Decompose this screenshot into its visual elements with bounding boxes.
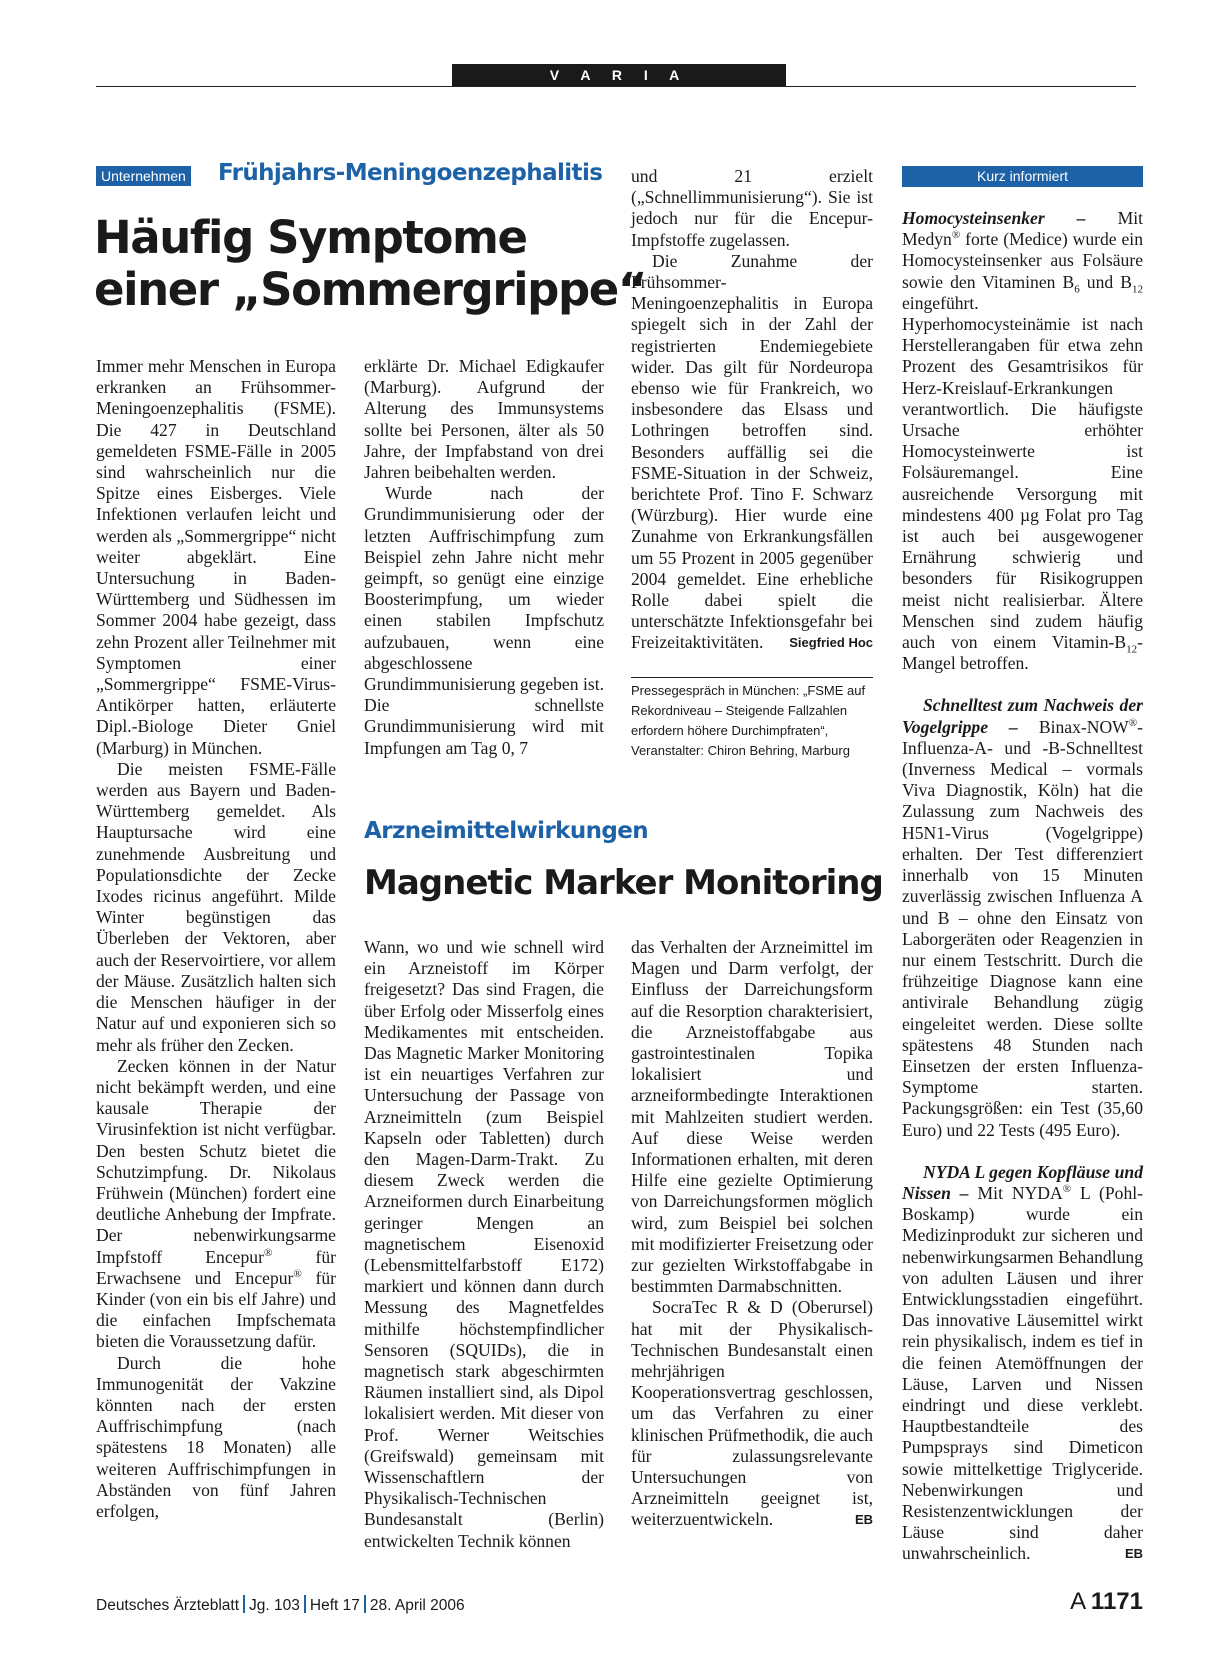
article1-column-1 bbox=[96, 356, 336, 1522]
page-number: A 1171 bbox=[1070, 1588, 1143, 1615]
paragraph: erklärte Dr. Michael Edigkaufer (Marburg). Aufgrund der Alterung des Immunsystems sollte bei Personen, älter als 50 Jahre, der Impfabstand von drei Jahren beibehalten werden. bbox=[364, 356, 604, 483]
sidebar-item-vogelgrippe: Schnelltest zum Nachweis der Vogelgrippe – Binax-NOW®-Influenza-A- und -B-Schnelltest (Inverness Medical – vormals Viva Diagnostik, Köln) hat die Zulassung zum Nachweis des H5N1-Virus (Vogelgrippe) erhalten. Der Test differenziert innerhalb von 15 Minuten zuverlässig zwischen Influenza A und B – ohne den Einsatz von Laborgeräten oder Reagenzien in nur einem Testschritt. Durch die frühzeitige Diagnose kann eine antivirale Behandlung zügig eingeleitet werden. Diese sollte spätestens 48 Stunden nach Einsetzen der ersten Influenza-Symptome starten. Packungsgrößen: ein Test (35,60 Euro) und 22 Tests (495 Euro). bbox=[902, 695, 1143, 1140]
sidebar-item-homocysteinsenker: Homocysteinsenker – Mit Medyn® forte (Medice) wurde ein Homocysteinsenker aus Folsäure sowie den Vitaminen $B_6$ und $B_{12}$ eingeführt. Hyperhomocysteinämie ist nach Herstellerangaben für etwa zehn Prozent des Gesamtrisikos für Herz-Kreislauf-Erkrankungen verantwortlich. Die häufigste Ursache erhöhter Homocysteinwerte ist Folsäuremangel. Eine ausreichende Versorgung mit mindestens 400 µg Folat pro Tag ist auch bei ausgewogener Ernährung schwierig und besonders für Risikogruppen meist nicht realisierbar. Ältere Menschen sind zudem häufig auch von einem Vitamin-$B_{12}$-Mangel betroffen. bbox=[902, 208, 1143, 674]
paragraph: Immer mehr Menschen in Europa erkranken an Frühsommer-Meningoenzephalitis (FSME). Die 427 in Deutschland gemeldeten FSME-Fälle in 2005 sind wahrscheinlich nur die Spitze eines Eisberges. Viele Infektionen verlaufen leicht und werden als „Sommergrippe“ nicht weiter abgeklärt. Eine Untersuchung in Baden-Württemberg und Südhessen im Sommer 2004 habe gezeigt, dass zehn Prozent aller Teilnehmer mit Symptomen einer „Sommergrippe“ FSME-Virus-Antikörper hatten, erläuterte Dipl.-Biologe Dieter Gniel (Marburg) in München. bbox=[96, 356, 336, 758]
article2-kicker: Arzneimittelwirkungen bbox=[364, 818, 649, 844]
paragraph: Die meisten FSME-Fälle werden aus Bayern und Baden-Württemberg gemeldet. Als Hauptursache wird eine zunehmende Ausbreitung und Populationsdichte der Zecke Ixodes ricinus angeführt. Milde Winter begünstigen das Überleben der Vektoren, aber auch der Reservoirtiere, vor allem der Mäuse. Zusätzlich halten sich die Menschen häufiger in der Natur auf und exponieren sich so mehr als früher den Zecken. bbox=[96, 758, 336, 1055]
footer-citation bbox=[96, 1595, 465, 1615]
article2-column-1 bbox=[364, 937, 604, 1552]
article1-column-2 bbox=[364, 356, 604, 759]
note-rule bbox=[631, 677, 873, 678]
volume: Jg. 103 bbox=[249, 1597, 300, 1614]
section-label: V A R I A bbox=[452, 64, 786, 86]
paragraph: Wurde nach der Grundimmunisierung oder der letzten Auffrischimpfung zum Beispiel zehn Jahre nicht mehr geimpft, so genügt eine einzige Boosterimpfung, um wieder einen stabilen Impfschutz aufzubauen, wenn eine abgeschlossene Grundimmunisierung gegeben ist. Die schnellste Grundimmunisierung wird mit Impfungen am Tag 0, 7 bbox=[364, 483, 604, 758]
separator bbox=[304, 1595, 306, 1613]
paragraph: Wann, wo und wie schnell wird ein Arzneistoff im Körper freigesetzt? Das sind Fragen, die über Erfolg oder Misserfolg eines Medikamentes mit entscheiden. Das Magnetic Marker Monitoring ist ein neuartiges Verfahren zur Untersuchung der Passage von Arzneimitteln (zum Beispiel Kapseln oder Tabletten) durch den Magen-Darm-Trakt. Zu diesem Zweck werden die Arzneiformen durch Einarbeitung geringer Mengen an magnetischem Eisenoxid (Lebensmittelfarbstoff E172) markiert und können dann durch Messung des Magnetfeldes mithilfe höchstempfindlicher Sensoren (SQUIDs), die in magnetisch stark abgeschirmten Räumen installiert sind, als Dipol lokalisiert werden. Mit dieser von Prof. Werner Weitschies (Greifswald) gemeinsam mit Wissenschaftlern der Physikalisch-Technischen Bundesanstalt (Berlin) entwickelten Technik können bbox=[364, 937, 604, 1551]
sidebar-title: Kurz informiert bbox=[902, 166, 1143, 187]
paragraph: Die Zunahme der Frühsommer-Meningoenzephalitis in Europa spiegelt sich in der Zahl der registrierten Endemiegebiete wider. Das gilt für Nordeuropa ebenso wie für Frankreich, wo insbesondere das Elsass und Lothringen betroffen sind. Besonders auffällig sei die FSME-Situation in der Schweiz, berichtete Prof. Tino F. Schwarz (Würzburg). Hier wurde eine Zunahme von Erkrankungsfällen um 55 Prozent in 2005 gegenüber 2004 gemeldet. Eine erhebliche Rolle dabei spielt die unterschätzte Infektionsgefahr bei Freizeitaktivitäten. Siegfried Hoc bbox=[631, 250, 873, 653]
article1-kicker: Frühjahrs-Meningoenzephalitis bbox=[218, 160, 603, 186]
author-signature: EB bbox=[1124, 1546, 1143, 1562]
press-note: Pressegespräch in München: „FSME auf Rekordniveau – Steigende Fallzahlen erfordern höhere Durchimpfraten“, Veranstalter: Chiron Behring, Marburg bbox=[631, 683, 866, 758]
separator bbox=[364, 1595, 366, 1613]
article2-title: Magnetic Marker Monitoring bbox=[364, 863, 883, 903]
paragraph: SocraTec R & D (Oberursel) hat mit der Physikalisch-Technischen Bundesanstalt einen mehrjährigen Kooperationsvertrag geschlossen, um das Verfahren zu einer klinischen Prüfmethodik, die auch für zulassungsrelevante Untersuchungen von Arzneimitteln geeignet ist, weiterzuentwickeln. EB bbox=[631, 1297, 873, 1530]
header-rule bbox=[96, 86, 1136, 87]
separator bbox=[243, 1595, 245, 1613]
sidebar-item-nyda: NYDA L gegen Kopfläuse und Nissen – Mit NYDA® L (Pohl-Boskamp) wurde ein Medizinprodukt zur sicheren und nebenwirkungsarmen Behandlung von adulten Läusen und ihrer Entwicklungsstadien eingeführt. Das innovative Läusemittel wirkt rein physikalisch, indem es tief in die feinen Atemöffnungen der Läuse, Larven und Nissen eindringt und diese verklebt. Hauptbestandteile des Pumpsprays sind Dimeticon sowie mittelkettige Triglyceride. Nebenwirkungen und Resistenzentwicklungen der Läuse sind daher unwahrscheinlich. EB bbox=[902, 1161, 1143, 1564]
article1-title: Häufig Symptome einer „Sommergrippe“ bbox=[94, 211, 647, 316]
article1-column-3 bbox=[631, 166, 873, 654]
paragraph: das Verhalten der Arzneimittel im Magen und Darm verfolgt, der Einfluss der Darreichungsform auf die Resorption charakterisiert, die Arzneistoffabgabe aus gastrointestinalen Topika lokalisiert und arzneiformbedingte Interaktionen mit Mahlzeiten studiert werden. Auf diese Weise werden Informationen erhalten, mit deren Hilfe eine gezielte Optimierung von Darreichungsformen möglich wird, zum Beispiel bei solchen mit modifizierter Freisetzung oder zur gezielten Wirkstoffabgabe in bestimmten Darmabschnitten. bbox=[631, 937, 873, 1297]
category-tag: Unternehmen bbox=[96, 166, 191, 186]
issue: Heft 17 bbox=[309, 1597, 360, 1614]
article2-column-2 bbox=[631, 937, 873, 1531]
paragraph: Durch die hohe Immunogenität der Vakzine könnten nach der ersten Auffrischimpfung (nach spätestens 18 Monaten) alle weiteren Auffrischimpfungen in Abständen von fünf Jahren erfolgen, bbox=[96, 1352, 336, 1521]
paragraph: und 21 erzielt („Schnellimmunisierung“). Sie ist jedoch nur für die Encepur-Impfstoffe zugelassen. bbox=[631, 166, 873, 250]
author-signature: EB bbox=[854, 1512, 873, 1528]
author-signature: Siegfried Hoc bbox=[789, 635, 873, 651]
paragraph: Zecken können in der Natur nicht bekämpft werden, und eine kausale Therapie der Virusinfektion ist nicht verfügbar. Den besten Schutz bietet die Schutzimpfung. Dr. Nikolaus Frühwein (München) fordert eine deutliche Anhebung der Impfrate. Der nebenwirkungsarme Impfstoff Encepur® für Erwachsene und Encepur® für Kinder (von ein bis elf Jahre) und die einfachen Impfschemata bieten die Voraussetzung dafür. bbox=[96, 1055, 336, 1352]
sidebar-column bbox=[902, 208, 1143, 1565]
date: 28. April 2006 bbox=[369, 1597, 465, 1614]
journal-name: Deutsches Ärzteblatt bbox=[96, 1597, 240, 1614]
